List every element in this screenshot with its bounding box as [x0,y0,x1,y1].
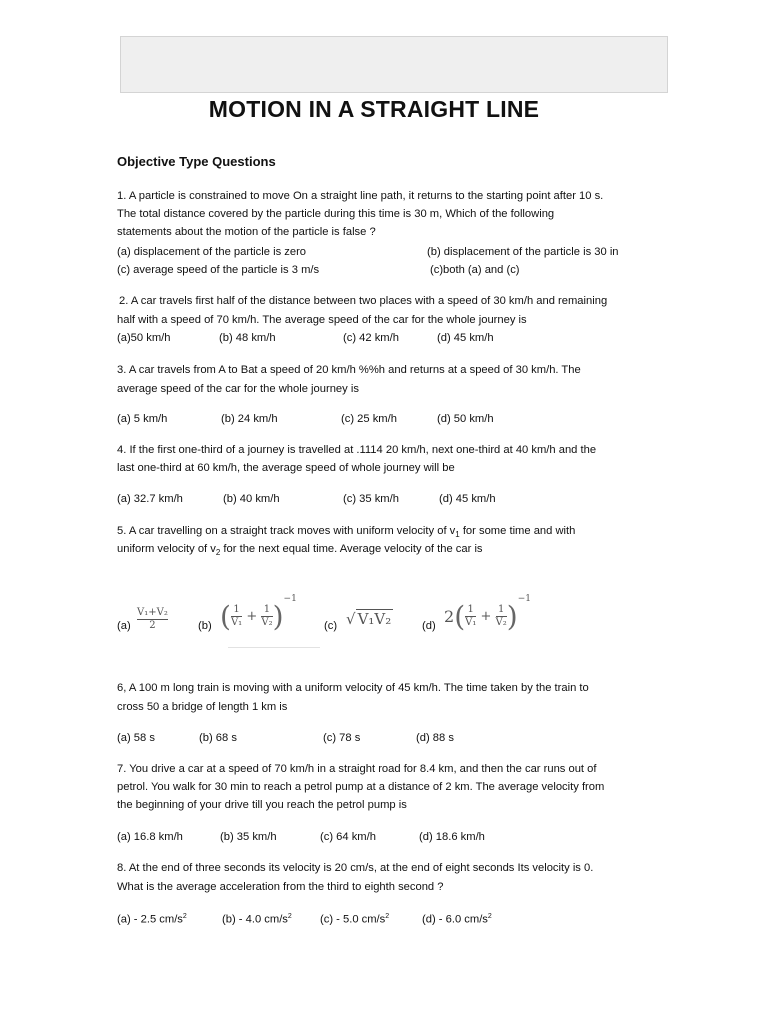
q2-line-1: 2. A car travels first half of the distance between two places with a speed of 30 km/h and remaining [119,295,608,307]
q4-option-b: (b) 40 km/h [223,493,280,505]
q2-option-a: (a)50 km/h [117,332,171,344]
page-title: MOTION IN A STRAIGHT LINE [208,96,540,122]
q3-option-b: (b) 24 km/h [221,413,278,425]
q1-option-a: (a) displacement of the particle is zero [117,246,307,258]
section-subtitle: Objective Type Questions [117,154,276,169]
q5-option-a-label: (a) [117,620,131,632]
q6-line-1: 6, A 100 m long train is moving with a uniform velocity of 45 km/h. The time taken by the train to [117,682,589,694]
q3-line-1: 3. A car travels from A to Bat a speed of 20 km/h %%h and returns at a speed of 30 km/h. The [117,364,581,376]
q5-option-c-expr: √ V₁V₂ [346,610,392,628]
q2-option-b: (b) 48 km/h [219,332,276,344]
q5-option-c-label: (c) [324,620,338,632]
q7-line-1: 7. You drive a car at a speed of 70 km/h in a straight road for 8.4 km, and then the car runs out of [117,763,597,775]
q5-line-1: 5. A car travelling on a straight track moves with uniform velocity of $v_1$ for some time and with [117,525,576,540]
q7-option-d: (d) 18.6 km/h [419,831,485,843]
option-b-underline [228,647,320,648]
q5-line-2: uniform velocity of $v_2$ for the next equal time. Average velocity of the car is [117,543,483,558]
q4-option-a: (a) 32.7 km/h [117,493,183,505]
header-box [120,36,668,93]
q6-option-c: (c) 78 s [323,732,361,744]
q8-line-1: 8. At the end of three seconds its velocity is 20 cm/s, at the end of eight seconds Its velocity is 0. [117,862,594,874]
q1-line-3: statements about the motion of the particle is false ? [117,226,376,238]
q6-option-d: (d) 88 s [416,732,454,744]
q8-option-a: (a) - 2.5 $cm/s^2$ [117,913,187,926]
q8-option-d: (d) - 6.0 $cm/s^2$ [422,913,492,926]
q7-line-3: the beginning of your drive till you reach the petrol pump is [117,799,407,811]
q5-option-d-expr: 2( $\frac{1}{\text{V₁}}$ + $\frac{1}{\text{V₂}}$ )$^{-1}$ [444,594,531,633]
q6-option-b: (b) 68 s [199,732,237,744]
q5-option-d-label: (d) [422,620,436,632]
q1-option-c: (c) average speed of the particle is 3 m/s [117,264,320,276]
q5-option-b-label: (b) [198,620,212,632]
q5-option-a-expr: $\frac{\text{V₁+V₂}}{2}$ [137,607,168,631]
q6-option-a: (a) 58 s [117,732,155,744]
q7-line-2: petrol. You walk for 30 min to reach a petrol pump at a distance of 2 km. The average velocity from [117,781,605,793]
q8-option-c: (c) - 5.0 $cm/s^2$ [320,913,390,926]
q3-option-a: (a) 5 km/h [117,413,168,425]
q7-option-a: (a) 16.8 km/h [117,831,183,843]
q6-line-2: cross 50 a bridge of length 1 km is [117,701,288,713]
q4-option-d: (d) 45 km/h [439,493,496,505]
q1-line-1: 1. A particle is constrained to move On a straight line path, it returns to the starting point after 10 s. [117,190,604,202]
q4-line-2: last one-third at 60 km/h, the average speed of whole journey will be [117,462,455,474]
q1-line-2: The total distance covered by the particle during this time is 30 m, Which of the following [117,208,555,220]
q7-option-b: (b) 35 km/h [220,831,277,843]
q3-option-d: (d) 50 km/h [437,413,494,425]
q2-line-2: half with a speed of 70 km/h. The average speed of the car for the whole journey is [117,314,527,326]
q2-option-c: (c) 42 km/h [343,332,399,344]
q1-option-d: (c)both (a) and (c) [430,264,520,276]
q7-option-c: (c) 64 km/h [320,831,376,843]
q2-option-d: (d) 45 km/h [437,332,494,344]
q4-option-c: (c) 35 km/h [343,493,399,505]
q8-option-b: (b) - 4.0 $cm/s^2$ [222,913,292,926]
q4-line-1: 4. If the first one-third of a journey is travelled at .1114 20 km/h, next one-third at 40 km/h and the [117,444,597,456]
q8-line-2: What is the average acceleration from the third to eighth second ? [117,881,444,893]
q3-line-2: average speed of the car for the whole journey is [117,383,359,395]
q1-option-b: (b) displacement of the particle is 30 in [427,246,619,258]
q3-option-c: (c) 25 km/h [341,413,397,425]
q5-option-b-expr: ( $\frac{1}{\text{V₁}}$ + $\frac{1}{\text{V₂}}$ )$^{-1}$ [220,594,297,633]
